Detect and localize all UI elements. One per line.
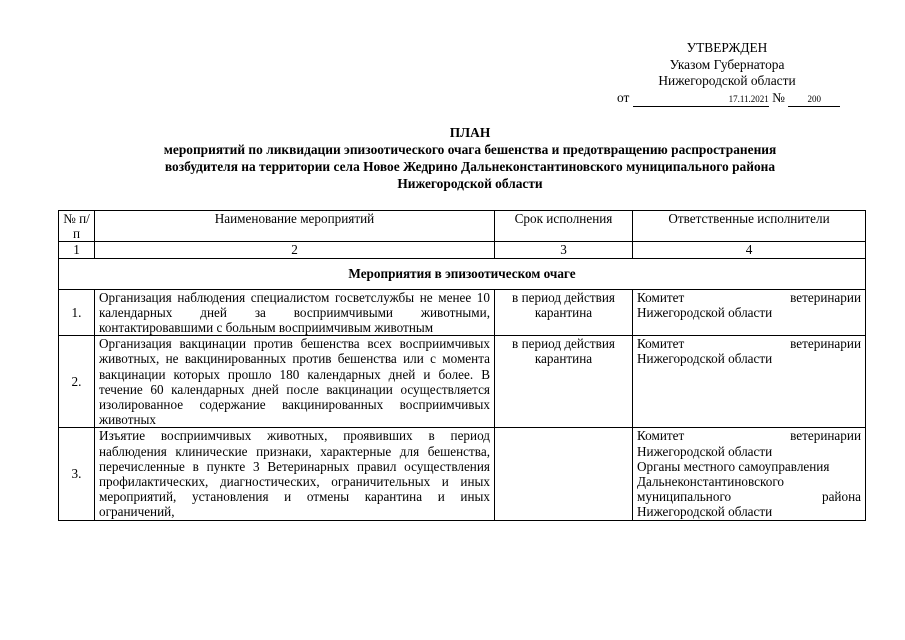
executor-line: Комитет ветеринарии	[637, 428, 861, 444]
col-number: 4	[633, 242, 866, 258]
section-row	[59, 258, 866, 289]
row-executors	[633, 289, 866, 336]
row-term: в период действия карантина	[495, 336, 633, 428]
plan-subtitle-line2: возбудителя на территории села Новое Жедрино Дальнеконстантиновского муниципального района	[164, 159, 776, 174]
approval-title: УТВЕРЖДЕН	[686, 40, 768, 55]
plan-subtitle-line1: мероприятий по ликвидации эпизоотического очага бешенства и предотвращению распространения	[163, 142, 777, 157]
number-label: №	[772, 89, 785, 105]
row-term: в период действия карантина	[495, 289, 633, 336]
row-number: 3.	[59, 428, 95, 520]
plan-table	[58, 210, 866, 521]
executor-line: Комитет ветеринарии	[637, 336, 861, 352]
section-title: Мероприятия в эпизоотическом очаге	[59, 258, 866, 289]
executor-line: Нижегородской области	[637, 351, 773, 367]
executor-line: Дальнеконстантиновского	[637, 474, 785, 490]
executor-line: Нижегородской области	[637, 304, 773, 320]
row-executors	[633, 428, 866, 520]
approval-region: Нижегородской области	[658, 73, 796, 88]
plan-title	[60, 124, 880, 192]
executor-line: муниципального района	[637, 489, 861, 505]
executor-line: Комитет ветеринарии	[637, 289, 861, 305]
header-term: Срок исполнения	[495, 211, 633, 242]
executor-line: Органы местного самоуправления	[637, 458, 830, 474]
row-activity: Изъятие восприимчивых животных, проявивших в период наблюдения клинические признаки, характерные для бешенства, перечисленные в пункте 3 Ветеринарных правил осуществления профилактических, диагностических, ограничительных и иных мероприятий, установления и отмены карантина и иных ограничений,	[95, 428, 495, 520]
header-num: № п/п	[59, 211, 95, 242]
row-number: 1.	[59, 289, 95, 336]
column-number-row	[59, 242, 866, 258]
row-executors	[633, 336, 866, 428]
col-number: 1	[59, 242, 95, 258]
plan-heading: ПЛАН	[449, 125, 491, 140]
header-name: Наименование мероприятий	[95, 211, 495, 242]
approval-date: 17.11.2021	[633, 93, 769, 107]
row-activity: Организация вакцинации против бешенства всех восприимчивых животных, не вакцинированных против бешенства или с момента вакцинации которых прошло 180 календарных дней и более. В течение 60 календарных дней после вакцинации осуществляется изолированное содержание вакцинированных восприимчивых животных	[95, 336, 495, 428]
executor-line: Нижегородской области	[637, 504, 773, 520]
row-activity: Организация наблюдения специалистом госветслужбы не менее 10 календарных дней за восприимчивыми животными, контактировавшими с больным восприимчивым животным	[95, 289, 495, 336]
plan-subtitle-line3: Нижегородской области	[397, 176, 543, 191]
table-row	[59, 336, 866, 428]
approval-number: 200	[788, 93, 840, 107]
approval-date-number	[607, 90, 847, 107]
table-header-row	[59, 211, 866, 242]
approval-authority: Указом Губернатора	[669, 56, 785, 72]
col-number: 2	[95, 242, 495, 258]
row-number: 2.	[59, 336, 95, 428]
row-term	[495, 428, 633, 520]
executor-line: Нижегородской области	[637, 443, 773, 459]
approval-block	[607, 40, 847, 107]
col-number: 3	[495, 242, 633, 258]
table-row	[59, 289, 866, 336]
header-executors: Ответственные исполнители	[633, 211, 866, 242]
table-row	[59, 428, 866, 520]
from-label: от	[617, 89, 630, 105]
